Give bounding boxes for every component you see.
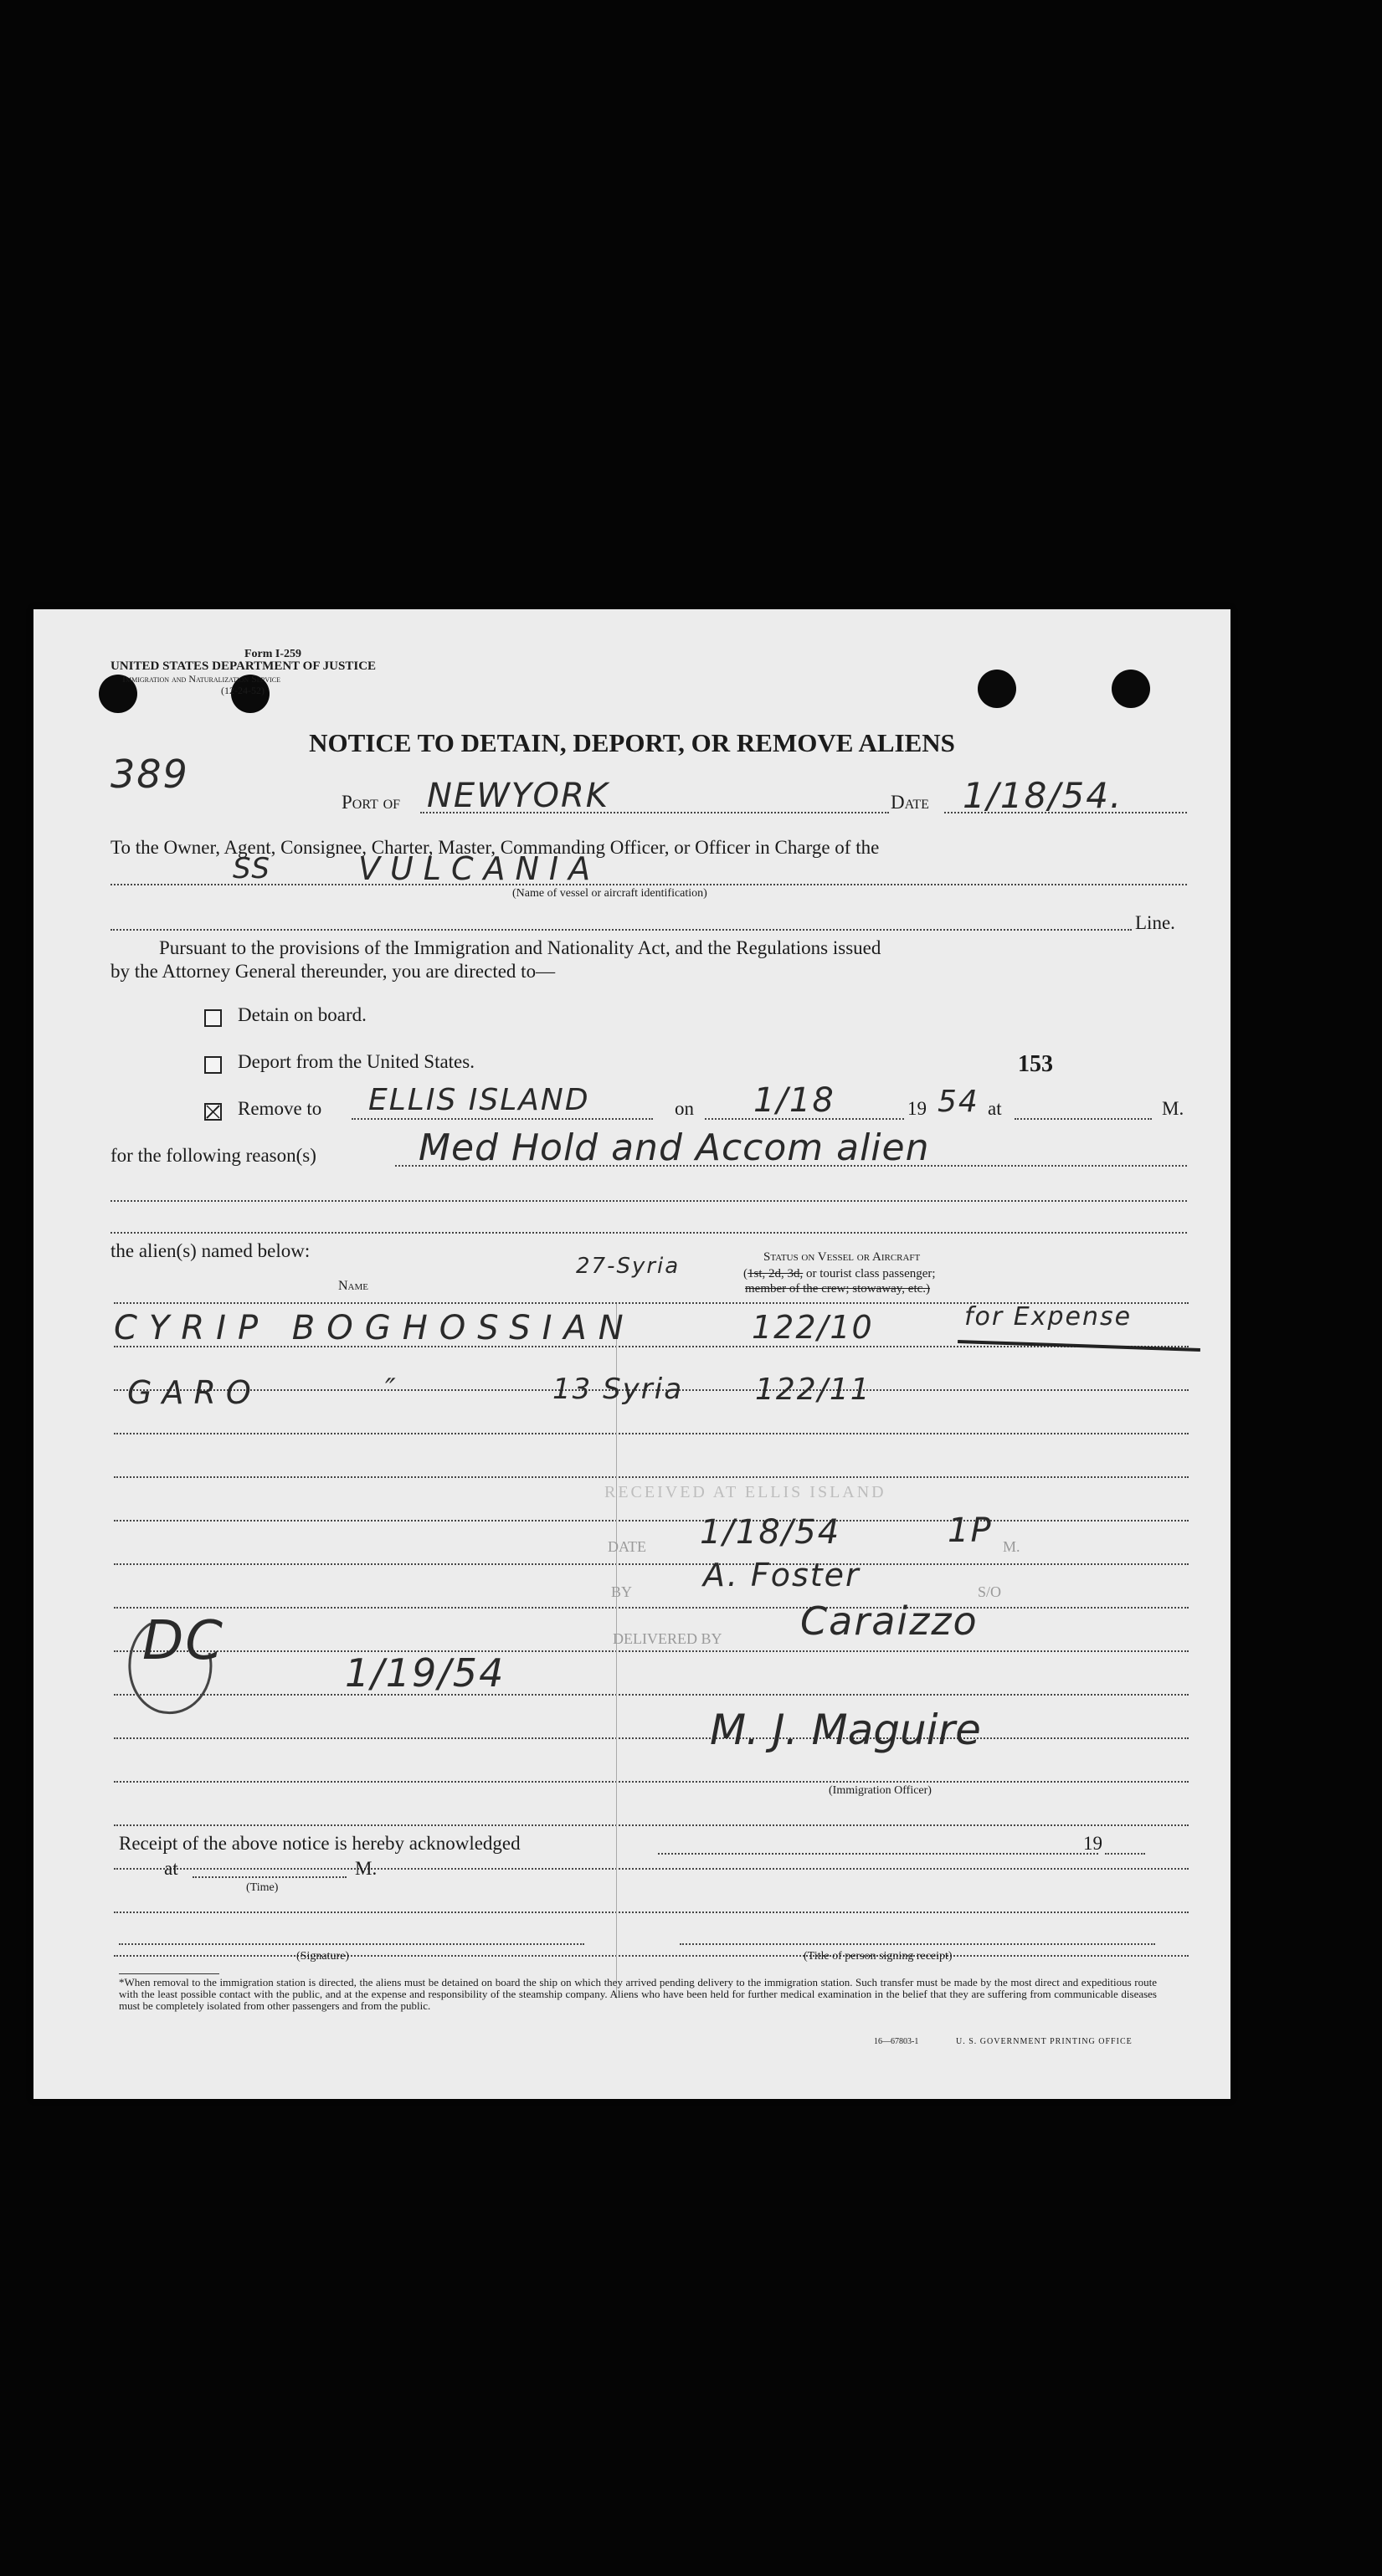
- table-row-line: [114, 1607, 1189, 1609]
- aliens-label: the alien(s) named below:: [110, 1240, 311, 1261]
- stamp-date-value: 1/18/54: [700, 1513, 841, 1552]
- table-row-line: [114, 1737, 1189, 1739]
- title-caption: (Title of person signing receipt): [804, 1950, 953, 1963]
- table-row-line: [114, 1781, 1189, 1783]
- reason-value: Med Hold and Accom alien: [419, 1126, 930, 1169]
- alien-1-status: 122/10: [752, 1309, 874, 1346]
- name-column-header: Name: [338, 1279, 368, 1293]
- alien-2-note: 13 Syria: [552, 1373, 684, 1406]
- reason-line-3: [110, 1232, 1187, 1234]
- deport-label: Deport from the United States.: [238, 1051, 475, 1072]
- stamp-by-label: BY: [611, 1583, 633, 1600]
- port-value: NEWYORK: [427, 777, 609, 815]
- officer-signature: M. J. Maguire: [710, 1706, 981, 1754]
- table-row-line: [114, 1433, 1189, 1434]
- vessel-caption: (Name of vessel or aircraft identification): [512, 887, 707, 900]
- stamp-m-label: M.: [1003, 1538, 1020, 1555]
- alien-2-ditto: ″: [385, 1373, 398, 1406]
- table-row-line: [114, 1955, 1189, 1957]
- stamp-delivered-label: DELIVERED BY: [613, 1630, 722, 1647]
- receipt-year-line: [1105, 1853, 1145, 1855]
- table-row-line: [114, 1911, 1189, 1913]
- form-revision: (12-24-52): [221, 685, 265, 696]
- year-prefix: 19: [907, 1098, 927, 1119]
- vessel-prefix: SS: [233, 852, 271, 885]
- date-value: 1/18/54.: [963, 775, 1123, 816]
- footnote: *When removal to the immigration station is directed, the aliens must be detained on board the ship on which they arrived pending delivery to the immigration station. Such transfer must be made by the most direct and expeditious route with the least possible contact with the public, and at the expense and responsibility of the steamship company. Aliens who have been held for further medical examination in the belief that they are suffering from communicable diseases must be completely isolated from other passengers and from the public.: [119, 1976, 1157, 2012]
- signature-line: [119, 1943, 584, 1945]
- print-code: 16—67803-1: [874, 2037, 919, 2046]
- pursuant-text-2: by the Attorney General thereunder, you are directed to—: [110, 961, 556, 982]
- time-caption: (Time): [246, 1881, 279, 1894]
- title-line: [680, 1943, 1155, 1945]
- date-label: Date: [891, 792, 929, 813]
- table-column-divider: [616, 1304, 617, 1999]
- initials-date: 1/19/54: [345, 1650, 506, 1696]
- on-label: on: [675, 1098, 694, 1119]
- receipt-year: 19: [1083, 1833, 1102, 1854]
- receipt-time-line: [193, 1876, 347, 1878]
- at-label: at: [988, 1098, 1002, 1119]
- department-name: UNITED STATES DEPARTMENT OF JUSTICE: [110, 659, 377, 673]
- initials: DC: [142, 1610, 224, 1672]
- stamp-delivered-value: Caraizzo: [800, 1598, 979, 1644]
- notice-form-sheet: [33, 609, 1230, 2099]
- stamp-date-label: DATE: [608, 1538, 646, 1555]
- alien-2-name: GARO: [127, 1374, 261, 1411]
- table-row-line: [114, 1824, 1189, 1826]
- m-label: M.: [1162, 1098, 1184, 1119]
- remove-year-value: 54: [938, 1085, 979, 1119]
- punch-hole: [978, 670, 1016, 708]
- status-column-header: Status on Vessel or Aircraft: [763, 1250, 921, 1264]
- form-title: NOTICE TO DETAIN, DEPORT, OR REMOVE ALIENS: [309, 728, 955, 757]
- remove-label: Remove to: [238, 1098, 322, 1119]
- port-label: Port of: [342, 792, 401, 813]
- reason-line-2: [110, 1200, 1187, 1202]
- alien-2-status: 122/11: [755, 1373, 871, 1407]
- footnote-rule: [119, 1973, 219, 1974]
- stamp-time-value: 1P: [948, 1511, 993, 1550]
- reason-label: for the following reason(s): [110, 1145, 316, 1166]
- table-row-line: [114, 1520, 1189, 1521]
- status-subheader-2: member of the crew; stowaway, etc.): [745, 1282, 931, 1296]
- receipt-label: Receipt of the above notice is hereby acknowledged: [119, 1833, 521, 1854]
- status-subheader-1: (1st, 2d, 3d, or tourist class passenger;: [743, 1267, 936, 1280]
- alien-1-note: 27-Syria: [576, 1254, 681, 1279]
- service-name: Immigration and Naturalization Service: [122, 673, 281, 685]
- remove-date-value: 1/18: [753, 1081, 835, 1120]
- alien-1-remark: for Expense: [964, 1302, 1133, 1332]
- receipt-m-label: M.: [355, 1858, 378, 1879]
- remove-to-line: [352, 1118, 653, 1120]
- table-row-line: [114, 1694, 1189, 1696]
- pursuant-text-1: Pursuant to the provisions of the Immigration and Nationality Act, and the Regulations issued: [159, 937, 881, 958]
- file-number: 389: [110, 752, 189, 797]
- line-field: [110, 929, 1132, 931]
- table-row-line: [114, 1650, 1189, 1652]
- remove-to-value: ELLIS ISLAND: [368, 1083, 590, 1117]
- remove-time-line: [1015, 1118, 1152, 1120]
- remove-checkbox[interactable]: [204, 1103, 222, 1121]
- detain-checkbox[interactable]: [204, 1009, 222, 1027]
- printer-imprint: U. S. GOVERNMENT PRINTING OFFICE: [956, 2037, 1133, 2046]
- to-line: To the Owner, Agent, Consignee, Charter, Master, Commanding Officer, or Officer in Charge of the: [110, 837, 880, 858]
- stamp-received: RECEIVED AT ELLIS ISLAND: [604, 1483, 886, 1501]
- stamp-by-value: A. Foster: [703, 1557, 861, 1593]
- officer-caption: (Immigration Officer): [829, 1784, 932, 1797]
- table-row-line: [114, 1868, 1189, 1870]
- signature-caption: (Signature): [296, 1950, 349, 1963]
- table-row-line: [114, 1563, 1189, 1565]
- punch-hole: [1112, 670, 1150, 708]
- deport-checkbox[interactable]: [204, 1056, 222, 1074]
- line-label: Line.: [1135, 912, 1175, 933]
- stamp-so-label: S/O: [978, 1583, 1002, 1600]
- receipt-line: [658, 1853, 1098, 1855]
- table-row-line: [114, 1476, 1189, 1478]
- vessel-name: VULCANIA: [358, 850, 601, 887]
- form-number: Form I-259: [244, 648, 302, 660]
- receipt-at-label: at: [164, 1858, 178, 1879]
- alien-1-name: CYRIP BOGHOSSIAN: [114, 1309, 635, 1347]
- vessel-line: [110, 884, 1187, 885]
- count-stamp: 153: [1018, 1051, 1053, 1077]
- detain-label: Detain on board.: [238, 1004, 367, 1025]
